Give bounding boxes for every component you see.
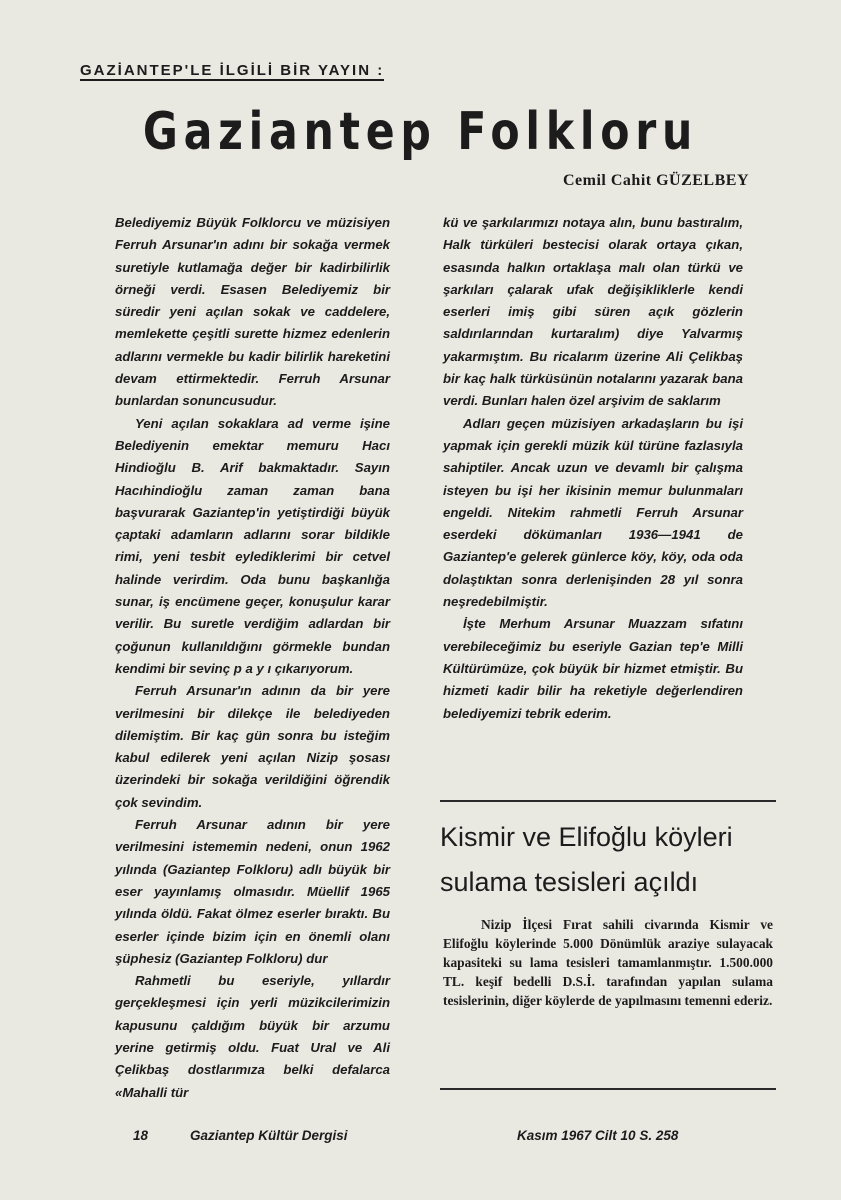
news-body [443, 915, 773, 1010]
article-kicker [80, 62, 384, 79]
news-title: Kismir ve Elifoğlu köyleri sulama tesisleri açıldı [440, 822, 733, 897]
paragraph: Adları geçen müzisiyen arkadaşların bu işi yapmak için gerekli müzik kül türüne fazlasıyla sahiptiler. Ancak uzun ve devamlı bir çalışma isteyen bu işi her ikisinin memur bulunmaları engeldi. Nitekim rahmetli Ferruh Arsunar eserdeki dökümanları 1936—1941 de Gaziantep'e gelerek günlerce köy, köy, oda oda dolaştıktan sonra derlenişinden 28 yıl sonra neşredebilmiştir. [443, 415, 743, 610]
left-column [115, 212, 390, 1104]
paragraph: Ferruh Arsunar'ın adının da bir yere verilmesini bir dilekçe ile belediyeden dilemiştim. Bir kaç gün sonra bu isteğim kabul edilerek yeni açılan Nizip şosası üzerindeki bir sokağa verildiğini öğrendik çok sevindim. [115, 683, 390, 810]
divider [440, 1088, 776, 1090]
paragraph: Belediyemiz Büyük Folklorcu ve müzisiyen Ferruh Arsunar'ın adını bir sokağa vermek suretiyle kutlamağa değer bir kadirbilirlik örneği verdi. Esasen Belediyemiz bir süredir yeni açılan sokak ve caddelere, memlekette çeşitli surette hizmez edenlerin adlarını vermekle bu kadir bilirlik hareketini devam ettirmektedir. Ferruh Arsunar bunlardan sonuncusudur. [115, 215, 390, 409]
paragraph: kü ve şarkılarımızı notaya alın, bunu bastıralım, Halk türküleri bestecisi olarak ortaya çıkan, esasında halkın ortaklaşa malı olan türkü ve şarkıları çalarak ufak değişikliklerle kendi eserleri imiş gibi süren açık gözlerin saldırılarından kurtaralım) diye Yalvarmış yakarmıştım. Bu ricalarım üzerine Ali Çelikbaş bir kaç halk türküsünün notalarını yazarak bana verdi. Bunları halen özel arşivim de saklarım [443, 215, 743, 409]
page-number: 18 [133, 1128, 149, 1143]
kicker-text: GAZİANTEP'LE İLGİLİ BİR YAYIN : [80, 62, 385, 79]
right-column [443, 212, 743, 725]
paragraph: İşte Merhum Arsunar Muazzam sıfatını verebileceğimiz bu eseriyle Gazian tep'e Milli Kültürümüze, çok büyük bir hizmet etmiştir. Bu hizmeti kadir bilir ha reketiyle değerlendiren belediyemizi tebrik ederim. [443, 616, 743, 721]
issue-info: Kasım 1967 Cilt 10 S. 258 [517, 1128, 679, 1143]
news-paragraph: Nizip İlçesi Fırat sahili civarında Kismir ve Elifoğlu köylerinde 5.000 Dönümlük araziye sulayacak kapasiteki su lama tesisleri tamamlanmıştır. 1.500.000 TL. keşif bedelli D.S.İ. tarafından yapılan sulama tesislerinin, diğer köylerde de yapılmasını temenni ederiz. [443, 917, 773, 1008]
divider [440, 800, 776, 802]
paragraph: Rahmetli bu eseriyle, yıllardır gerçekleşmesi için yerli müzikcilerimizin kapusunu çaldığım büyük bir arzumu yerine getirmiş oldu. Fuat Ural ve Ali Çelikbaş dostlarımıza belki defalarca «Mahalli tür [115, 973, 390, 1100]
paragraph: Yeni açılan sokaklara ad verme işine Belediyenin emektar memuru Hacı Hindioğlu B. Arif bakmaktadır. Sayın Hacıhindioğlu zaman zaman bana başvurarak Gaziantep'in yetiştirdiği büyük çaptaki adamların adlarını sorar bildikle rimi, yeni tesbit eylediklerimi bir cetvel halinde verirdim. Oda bunu başkanlığa sunar, iş encümene geçer, konuşulur karar verilir. Bu suretle verdiğim adlardan bir çoğunun kullanıldığını görmekle bundan kendimi bir sevinç p a y ı çıkarıyorum. [115, 415, 390, 676]
article-title: Gaziantep Folkloru [142, 102, 699, 162]
article-author: Cemil Cahit GÜZELBEY [562, 172, 749, 189]
paragraph: Ferruh Arsunar adının bir yere verilmesini istememin nedeni, onun 1962 yılında (Gaziantep Folkloru) adlı büyük bir eser yayınlamış olmasıdır. Müellif 1965 yılında öldü. Fakat ölmez eserler bıraktı. Bu eserler içinde bizim için en önemli olanı şüphesiz (Gaziantep Folkloru) dur [115, 817, 390, 966]
magazine-name: Gaziantep Kültür Dergisi [190, 1128, 348, 1143]
